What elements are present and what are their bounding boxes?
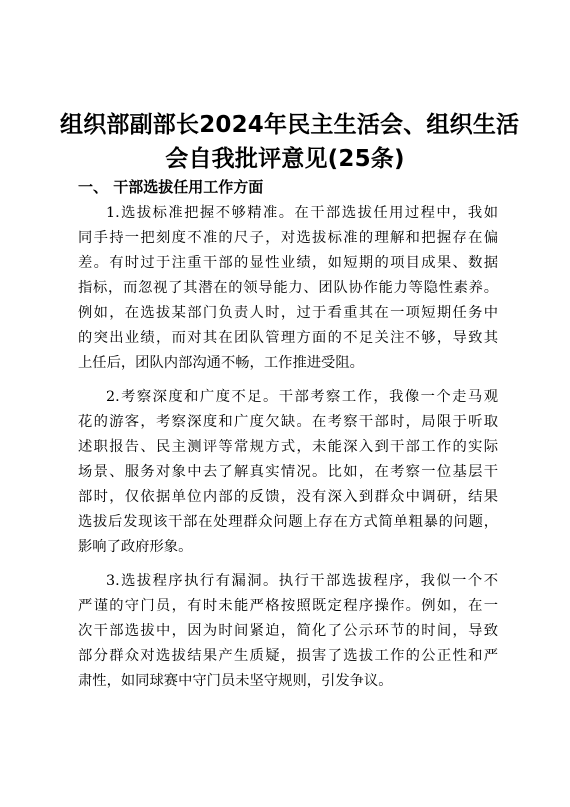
paragraph-2-line-5: 部时，仅依据单位内部的反馈，没有深入到群众中调研，结果 [78,489,498,505]
paragraph-3-line-2: 严谨的守门员，有时未能严格按照既定程序操作。例如，在一 [78,598,498,614]
paragraph-2-line-4: 场景、服务对象中去了解真实情况。比如，在考察一位基层干 [78,464,498,480]
paragraph-2-line-2: 花的游客，考察深度和广度欠缺。在考察干部时，局限于听取 [78,414,498,430]
paragraph-3-line-3: 次干部选拔中，因为时间紧迫，简化了公示环节的时间，导致 [78,623,498,639]
document-title-line-1: 组织部副部长2024年民主生活会、组织生活 [60,112,520,138]
paragraph-2-line-6: 选拔后发现该干部在处理群众问题上存在方式简单粗暴的问题， [78,514,498,530]
document-title-line-2: 会自我批评意见(25条) [165,146,405,172]
paragraph-1-line-6: 的突出业绩，而对其在团队管理方面的不足关注不够，导致其 [78,330,498,346]
paragraph-3-line-5: 肃性，如同球赛中守门员未坚守规则，引发争议。 [78,673,393,689]
section-heading: 一、 干部选拔任用工作方面 [78,178,264,196]
paragraph-1-line-4: 指标，而忽视了其潜在的领导能力、团队协作能力等隐性素养。 [78,280,498,296]
paragraph-2-line-3: 述职报告、民主测评等常规方式，未能深入到干部工作的实际 [78,439,498,455]
paragraph-3-line-4: 部分群众对选拔结果产生质疑，损害了选拔工作的公正性和严 [78,648,498,664]
paragraph-2-line-7: 影响了政府形象。 [78,539,193,555]
paragraph-1-line-3: 差。有时过于注重干部的显性业绩，如短期的项目成果、数据 [78,255,498,271]
paragraph-2-line-1: 2.考察深度和广度不足。干部考察工作，我像一个走马观 [106,389,498,405]
paragraph-1-line-2: 同手持一把刻度不准的尺子，对选拔标准的理解和把握存在偏 [78,230,498,246]
paragraph-1-line-7: 上任后，团队内部沟通不畅，工作推进受阻。 [78,355,364,371]
paragraph-3-line-1: 3.选拔程序执行有漏洞。执行干部选拔程序，我似一个不 [106,573,498,589]
paragraph-1-line-5: 例如，在选拔某部门负责人时，过于看重其在一项短期任务中 [78,305,498,321]
paragraph-1-line-1: 1.选拔标准把握不够精准。在干部选拔任用过程中，我如 [106,205,498,221]
